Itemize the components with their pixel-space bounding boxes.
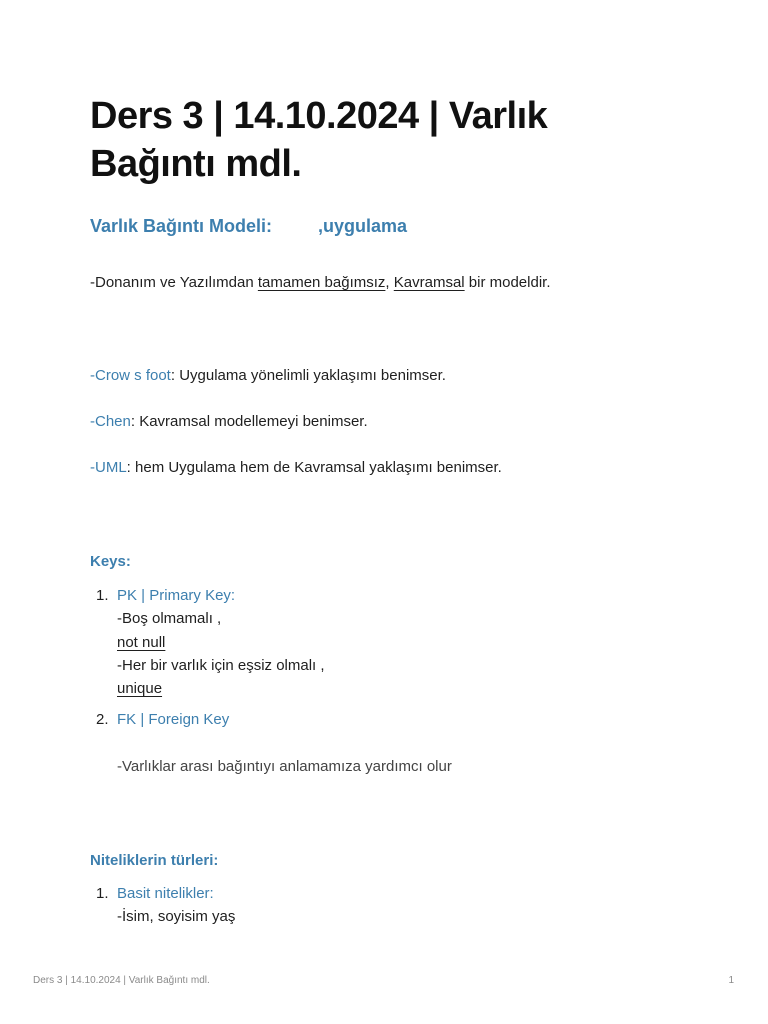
approach-desc: : hem Uygulama hem de Kavramsal yaklaşımı benimser. bbox=[126, 459, 502, 476]
footer-title: Ders 3 | 14.10.2024 | Varlık Bağıntı mdl. bbox=[33, 975, 210, 986]
list-item-primary-key bbox=[90, 584, 452, 700]
keys-heading: Keys: bbox=[90, 553, 131, 570]
list-item-foreign-key bbox=[90, 708, 452, 778]
approach-uml bbox=[90, 458, 502, 478]
primary-key-not-null: not null bbox=[117, 633, 166, 651]
intro-suffix: bir modeldir. bbox=[464, 274, 551, 291]
primary-key-label: PK | Primary Key: bbox=[117, 587, 236, 604]
approach-term: -Crow s foot bbox=[90, 367, 171, 384]
list-number: 1. bbox=[96, 885, 109, 902]
page-title: Ders 3 | 14.10.2024 | Varlık Bağıntı mdl. bbox=[90, 95, 548, 185]
primary-key-line-1: -Boş olmamalı , bbox=[117, 610, 222, 628]
foreign-key-line-1: -Varlıklar arası bağıntıyı anlamamıza yardımcı olur bbox=[117, 757, 452, 775]
approach-chen bbox=[90, 412, 368, 432]
foreign-key-label: FK | Foreign Key bbox=[117, 711, 230, 729]
list-number: 1. bbox=[96, 587, 109, 604]
simple-attributes-line-1: -İsim, soyisim yaş bbox=[117, 908, 236, 926]
primary-key-line-3: -Her bir varlık için eşsiz olmalı , bbox=[117, 656, 325, 674]
approach-term: -Chen bbox=[90, 413, 131, 430]
keys-list bbox=[90, 584, 452, 778]
intro-paragraph bbox=[90, 273, 551, 293]
approach-crows-foot bbox=[90, 366, 446, 386]
list-item-simple-attributes bbox=[90, 882, 235, 929]
attributes-heading: Niteliklerin türleri: bbox=[90, 852, 219, 869]
intro-underline-conceptual: Kavramsal bbox=[393, 274, 465, 291]
primary-key-unique: unique bbox=[117, 680, 163, 698]
subtitle-part-2: ,uygulama bbox=[318, 216, 408, 236]
attributes-list bbox=[90, 882, 235, 929]
intro-mid: , bbox=[385, 274, 394, 291]
intro-prefix: -Donanım ve Yazılımdan bbox=[90, 274, 258, 291]
list-number: 2. bbox=[96, 711, 109, 729]
approach-term: -UML bbox=[90, 459, 127, 476]
simple-attributes-label: Basit nitelikler: bbox=[117, 885, 214, 902]
intro-underline-independent: tamamen bağımsız bbox=[257, 274, 386, 291]
page-number: 1 bbox=[728, 975, 734, 986]
approach-desc: : Kavramsal modellemeyi benimser. bbox=[130, 413, 368, 430]
subtitle bbox=[90, 216, 407, 237]
approach-desc: : Uygulama yönelimli yaklaşımı benimser. bbox=[170, 367, 446, 384]
subtitle-part-1: Varlık Bağıntı Modeli: bbox=[90, 216, 273, 236]
